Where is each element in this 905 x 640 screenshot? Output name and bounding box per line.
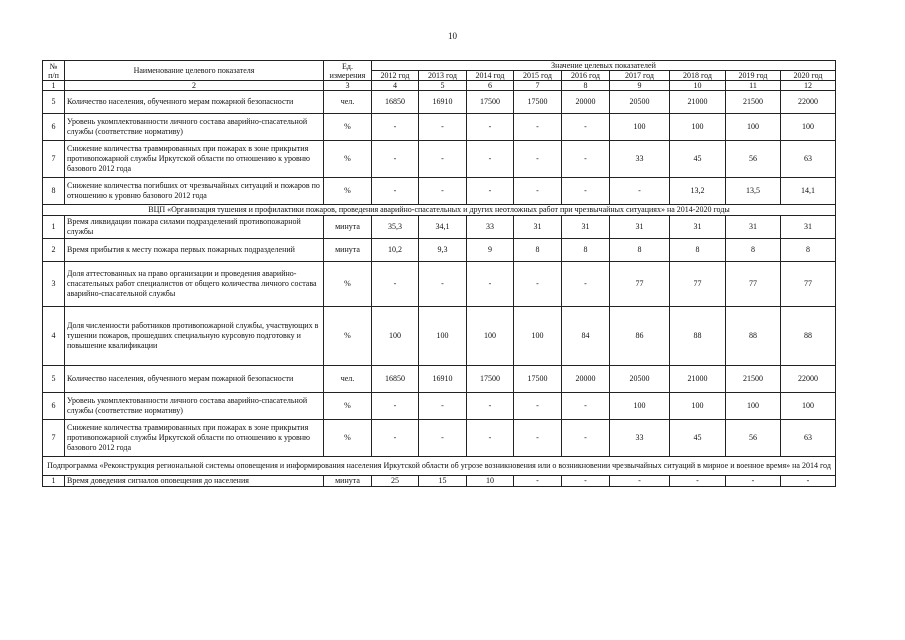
value-cell: 21500 bbox=[726, 91, 781, 114]
value-cell: - bbox=[562, 393, 610, 420]
row-number: 6 bbox=[43, 114, 65, 141]
value-cell: 100 bbox=[610, 114, 670, 141]
unit: чел. bbox=[324, 91, 372, 114]
section-row bbox=[43, 457, 836, 476]
unit: % bbox=[324, 141, 372, 178]
table-row bbox=[43, 91, 836, 114]
value-cell: 56 bbox=[726, 420, 781, 457]
row-number: 5 bbox=[43, 91, 65, 114]
value-cell: 17500 bbox=[467, 366, 514, 393]
column-number: 5 bbox=[419, 81, 467, 91]
table-row bbox=[43, 262, 836, 307]
value-cell: - bbox=[514, 178, 562, 205]
value-cell: 14,1 bbox=[781, 178, 836, 205]
value-cell: 13,5 bbox=[726, 178, 781, 205]
value-cell: 21500 bbox=[726, 366, 781, 393]
value-cell: 21000 bbox=[670, 91, 726, 114]
value-cell: 16910 bbox=[419, 366, 467, 393]
row-number: 3 bbox=[43, 262, 65, 307]
row-number: 7 bbox=[43, 141, 65, 178]
table-row bbox=[43, 141, 836, 178]
value-cell: 10 bbox=[467, 476, 514, 487]
value-cell: 22000 bbox=[781, 91, 836, 114]
value-cell: - bbox=[610, 476, 670, 487]
value-cell: - bbox=[372, 114, 419, 141]
row-number: 5 bbox=[43, 366, 65, 393]
indicator-name: Снижение количества погибших от чрезвычайных ситуаций и пожаров по отношению к уровню базового 2012 года bbox=[65, 178, 324, 205]
column-numbers-row bbox=[43, 81, 836, 91]
unit: % bbox=[324, 262, 372, 307]
value-cell: - bbox=[419, 141, 467, 178]
indicator-name: Уровень укомплектованности личного состава аварийно-спасательной службы (соответствие нормативу) bbox=[65, 114, 324, 141]
value-cell: 8 bbox=[670, 239, 726, 262]
unit: минута bbox=[324, 239, 372, 262]
unit: минута bbox=[324, 476, 372, 487]
value-cell: - bbox=[419, 262, 467, 307]
indicator-name: Доля численности работников противопожарной службы, участвующих в тушении пожаров, прошедших специальную курсовую подготовку и повышение квалификации bbox=[65, 307, 324, 366]
value-cell: 100 bbox=[726, 393, 781, 420]
value-cell: - bbox=[372, 141, 419, 178]
indicator-name: Количество населения, обученного мерам пожарной безопасности bbox=[65, 366, 324, 393]
value-cell: - bbox=[670, 476, 726, 487]
value-cell: - bbox=[610, 178, 670, 205]
table-body bbox=[43, 61, 836, 487]
header-name: Наименование целевого показателя bbox=[65, 61, 324, 81]
unit: чел. bbox=[324, 366, 372, 393]
indicator-name: Время ликвидации пожара силами подразделений противопожарной службы bbox=[65, 216, 324, 239]
row-number: 1 bbox=[43, 476, 65, 487]
value-cell: 100 bbox=[467, 307, 514, 366]
value-cell: 33 bbox=[610, 420, 670, 457]
value-cell: 100 bbox=[781, 393, 836, 420]
value-cell: 31 bbox=[514, 216, 562, 239]
value-cell: 100 bbox=[670, 393, 726, 420]
value-cell: 15 bbox=[419, 476, 467, 487]
value-cell: - bbox=[467, 262, 514, 307]
row-number: 6 bbox=[43, 393, 65, 420]
value-cell: 8 bbox=[726, 239, 781, 262]
table-row bbox=[43, 307, 836, 366]
value-cell: 10,2 bbox=[372, 239, 419, 262]
value-cell: - bbox=[781, 476, 836, 487]
column-number: 4 bbox=[372, 81, 419, 91]
row-number: 2 bbox=[43, 239, 65, 262]
value-cell: 20500 bbox=[610, 91, 670, 114]
value-cell: 31 bbox=[781, 216, 836, 239]
value-cell: 63 bbox=[781, 420, 836, 457]
value-cell: 33 bbox=[610, 141, 670, 178]
header-year: 2014 год bbox=[467, 71, 514, 81]
value-cell: 8 bbox=[610, 239, 670, 262]
value-cell: 20000 bbox=[562, 366, 610, 393]
value-cell: - bbox=[514, 476, 562, 487]
column-number: 2 bbox=[65, 81, 324, 91]
section-row bbox=[43, 205, 836, 216]
value-cell: 88 bbox=[670, 307, 726, 366]
indicator-name: Снижение количества травмированных при пожарах в зоне прикрытия противопожарной службы Иркутской области по отношению к уровню базового 2012 года bbox=[65, 420, 324, 457]
page-number: 10 bbox=[448, 31, 457, 41]
indicator-name: Доля аттестованных на право организации и проведения аварийно-спасательных работ специалистов от общего количества личного состава аварийно-спасательной службы bbox=[65, 262, 324, 307]
value-cell: 45 bbox=[670, 141, 726, 178]
value-cell: 31 bbox=[726, 216, 781, 239]
value-cell: 8 bbox=[514, 239, 562, 262]
value-cell: - bbox=[467, 178, 514, 205]
value-cell: 31 bbox=[562, 216, 610, 239]
value-cell: - bbox=[467, 141, 514, 178]
value-cell: 56 bbox=[726, 141, 781, 178]
value-cell: - bbox=[514, 114, 562, 141]
value-cell: 17500 bbox=[467, 91, 514, 114]
header-year: 2016 год bbox=[562, 71, 610, 81]
column-number: 1 bbox=[43, 81, 65, 91]
value-cell: 33 bbox=[467, 216, 514, 239]
indicators-table bbox=[42, 60, 836, 487]
value-cell: - bbox=[514, 262, 562, 307]
value-cell: 21000 bbox=[670, 366, 726, 393]
value-cell: 77 bbox=[610, 262, 670, 307]
value-cell: 35,3 bbox=[372, 216, 419, 239]
value-cell: - bbox=[467, 420, 514, 457]
table-row bbox=[43, 239, 836, 262]
header-year: 2020 год bbox=[781, 71, 836, 81]
value-cell: - bbox=[562, 178, 610, 205]
header-num: № п/п bbox=[43, 61, 65, 81]
value-cell: - bbox=[372, 420, 419, 457]
value-cell: 77 bbox=[781, 262, 836, 307]
value-cell: - bbox=[514, 393, 562, 420]
header-year: 2019 год bbox=[726, 71, 781, 81]
unit: % bbox=[324, 393, 372, 420]
table-row bbox=[43, 476, 836, 487]
unit: % bbox=[324, 178, 372, 205]
column-number: 8 bbox=[562, 81, 610, 91]
value-cell: 8 bbox=[562, 239, 610, 262]
header-values-group: Значение целевых показателей bbox=[372, 61, 836, 71]
value-cell: - bbox=[514, 141, 562, 178]
value-cell: 20000 bbox=[562, 91, 610, 114]
value-cell: 86 bbox=[610, 307, 670, 366]
indicator-name: Время доведения сигналов оповещения до населения bbox=[65, 476, 324, 487]
table-row bbox=[43, 393, 836, 420]
section-title: Подпрограмма «Реконструкция региональной системы оповещения и информирования населения Иркутской области об угрозе возникновения или о возникновении чрезвычайных ситуаций в мирное и военное время» на 2014 год bbox=[43, 457, 836, 476]
value-cell: 31 bbox=[610, 216, 670, 239]
header-year: 2013 год bbox=[419, 71, 467, 81]
value-cell: 77 bbox=[670, 262, 726, 307]
value-cell: 16910 bbox=[419, 91, 467, 114]
value-cell: - bbox=[419, 420, 467, 457]
value-cell: - bbox=[467, 393, 514, 420]
value-cell: 31 bbox=[670, 216, 726, 239]
value-cell: - bbox=[562, 114, 610, 141]
unit: минута bbox=[324, 216, 372, 239]
value-cell: 100 bbox=[419, 307, 467, 366]
value-cell: - bbox=[562, 420, 610, 457]
table-row bbox=[43, 114, 836, 141]
column-number: 10 bbox=[670, 81, 726, 91]
header-year: 2018 год bbox=[670, 71, 726, 81]
value-cell: 100 bbox=[514, 307, 562, 366]
indicator-name: Время прибытия к месту пожара первых пожарных подразделений bbox=[65, 239, 324, 262]
value-cell: - bbox=[562, 141, 610, 178]
section-title: ВЦП «Организация тушения и профилактики пожаров, проведения аварийно-спасательных и других неотложных работ при чрезвычайных ситуациях» на 2014-2020 годы bbox=[43, 205, 836, 216]
column-number: 12 bbox=[781, 81, 836, 91]
row-number: 7 bbox=[43, 420, 65, 457]
value-cell: 16850 bbox=[372, 366, 419, 393]
row-number: 8 bbox=[43, 178, 65, 205]
value-cell: 77 bbox=[726, 262, 781, 307]
value-cell: 16850 bbox=[372, 91, 419, 114]
value-cell: - bbox=[372, 393, 419, 420]
unit: % bbox=[324, 420, 372, 457]
column-number: 3 bbox=[324, 81, 372, 91]
column-number: 7 bbox=[514, 81, 562, 91]
table-row bbox=[43, 420, 836, 457]
value-cell: 13,2 bbox=[670, 178, 726, 205]
value-cell: - bbox=[514, 420, 562, 457]
value-cell: 100 bbox=[726, 114, 781, 141]
table-row bbox=[43, 178, 836, 205]
value-cell: 9,3 bbox=[419, 239, 467, 262]
header-year: 2017 год bbox=[610, 71, 670, 81]
table-row bbox=[43, 366, 836, 393]
value-cell: 63 bbox=[781, 141, 836, 178]
column-number: 11 bbox=[726, 81, 781, 91]
value-cell: 17500 bbox=[514, 91, 562, 114]
value-cell: 100 bbox=[610, 393, 670, 420]
header-unit: Ед. измерения bbox=[324, 61, 372, 81]
row-number: 1 bbox=[43, 216, 65, 239]
header-year: 2015 год bbox=[514, 71, 562, 81]
value-cell: - bbox=[419, 393, 467, 420]
value-cell: 22000 bbox=[781, 366, 836, 393]
header-year: 2012 год bbox=[372, 71, 419, 81]
value-cell: 100 bbox=[781, 114, 836, 141]
value-cell: 9 bbox=[467, 239, 514, 262]
value-cell: - bbox=[726, 476, 781, 487]
table-row bbox=[43, 216, 836, 239]
value-cell: 8 bbox=[781, 239, 836, 262]
row-number: 4 bbox=[43, 307, 65, 366]
value-cell: - bbox=[467, 114, 514, 141]
value-cell: - bbox=[562, 262, 610, 307]
column-number: 6 bbox=[467, 81, 514, 91]
value-cell: 34,1 bbox=[419, 216, 467, 239]
value-cell: 25 bbox=[372, 476, 419, 487]
value-cell: 45 bbox=[670, 420, 726, 457]
indicator-name: Снижение количества травмированных при пожарах в зоне прикрытия противопожарной службы Иркутской области по отношению к уровню базового 2012 года bbox=[65, 141, 324, 178]
value-cell: - bbox=[419, 178, 467, 205]
value-cell: - bbox=[419, 114, 467, 141]
value-cell: - bbox=[372, 178, 419, 205]
value-cell: 20500 bbox=[610, 366, 670, 393]
value-cell: - bbox=[562, 476, 610, 487]
value-cell: 88 bbox=[726, 307, 781, 366]
indicator-name: Уровень укомплектованности личного состава аварийно-спасательной службы (соответствие нормативу) bbox=[65, 393, 324, 420]
column-number: 9 bbox=[610, 81, 670, 91]
unit: % bbox=[324, 114, 372, 141]
indicator-name: Количество населения, обученного мерам пожарной безопасности bbox=[65, 91, 324, 114]
value-cell: 100 bbox=[372, 307, 419, 366]
unit: % bbox=[324, 307, 372, 366]
value-cell: 17500 bbox=[514, 366, 562, 393]
value-cell: 88 bbox=[781, 307, 836, 366]
value-cell: 100 bbox=[670, 114, 726, 141]
value-cell: - bbox=[372, 262, 419, 307]
value-cell: 84 bbox=[562, 307, 610, 366]
